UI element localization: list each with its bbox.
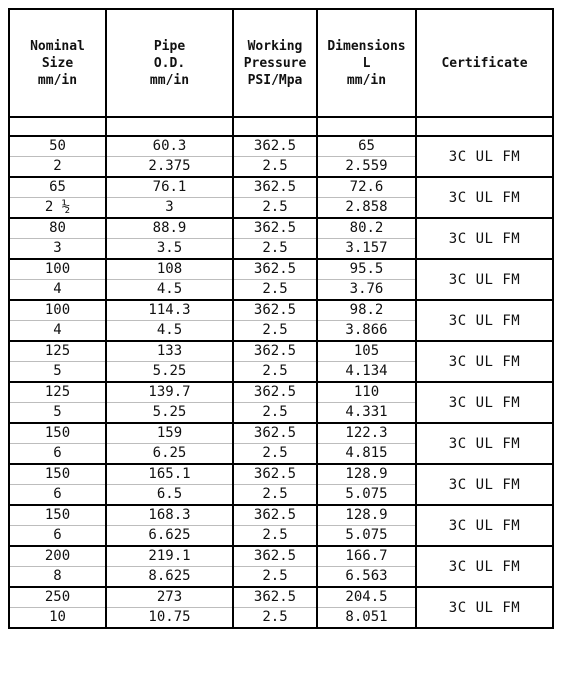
pipe-od-mm: 76.1 — [106, 177, 233, 198]
table-row-metric — [9, 464, 553, 485]
header-nominal-size: Nominal Size mm/in — [9, 9, 106, 117]
working-pressure-psi: 362.5 — [233, 546, 317, 567]
certificate: 3C UL FM — [416, 587, 553, 628]
header-pipe-od: Pipe O.D. mm/in — [106, 9, 233, 117]
certificate: 3C UL FM — [416, 341, 553, 382]
certificate: 3C UL FM — [416, 259, 553, 300]
nominal-size-in: 6 — [9, 485, 106, 506]
dimension-l-mm: 95.5 — [317, 259, 416, 280]
pipe-od-in: 2.375 — [106, 157, 233, 178]
working-pressure-psi: 362.5 — [233, 382, 317, 403]
table-row-metric — [9, 259, 553, 280]
certificate: 3C UL FM — [416, 505, 553, 546]
nominal-size-in: 5 — [9, 362, 106, 383]
working-pressure-psi: 362.5 — [233, 136, 317, 157]
working-pressure-psi: 362.5 — [233, 505, 317, 526]
certificate: 3C UL FM — [416, 218, 553, 259]
table-row-metric — [9, 587, 553, 608]
certificate: 3C UL FM — [416, 464, 553, 505]
nominal-size-mm: 100 — [9, 300, 106, 321]
dimension-l-in: 4.134 — [317, 362, 416, 383]
working-pressure-mpa: 2.5 — [233, 198, 317, 219]
dimension-l-in: 5.075 — [317, 526, 416, 547]
pipe-od-in: 6.25 — [106, 444, 233, 465]
certificate: 3C UL FM — [416, 382, 553, 423]
nominal-size-mm: 150 — [9, 423, 106, 444]
dimension-l-mm: 98.2 — [317, 300, 416, 321]
nominal-size-in: 2 ½ — [9, 198, 106, 219]
nominal-size-mm: 150 — [9, 505, 106, 526]
working-pressure-mpa: 2.5 — [233, 485, 317, 506]
working-pressure-mpa: 2.5 — [233, 444, 317, 465]
spacer-row — [9, 117, 553, 136]
nominal-size-mm: 80 — [9, 218, 106, 239]
working-pressure-psi: 362.5 — [233, 587, 317, 608]
certificate: 3C UL FM — [416, 423, 553, 464]
nominal-size-in: 4 — [9, 280, 106, 301]
working-pressure-mpa: 2.5 — [233, 608, 317, 629]
pipe-od-mm: 168.3 — [106, 505, 233, 526]
working-pressure-mpa: 2.5 — [233, 403, 317, 424]
certificate: 3C UL FM — [416, 177, 553, 218]
nominal-size-in: 2 — [9, 157, 106, 178]
certificate: 3C UL FM — [416, 546, 553, 587]
table-row-metric — [9, 382, 553, 403]
nominal-size-in: 5 — [9, 403, 106, 424]
working-pressure-mpa: 2.5 — [233, 567, 317, 588]
dimension-l-mm: 80.2 — [317, 218, 416, 239]
certificate: 3C UL FM — [416, 300, 553, 341]
dimension-l-in: 8.051 — [317, 608, 416, 629]
table-row-metric — [9, 136, 553, 157]
working-pressure-mpa: 2.5 — [233, 157, 317, 178]
pipe-od-in: 10.75 — [106, 608, 233, 629]
header-working-pressure: Working Pressure PSI/Mpa — [233, 9, 317, 117]
spacer-cell — [106, 117, 233, 136]
nominal-size-mm: 250 — [9, 587, 106, 608]
pipe-od-in: 5.25 — [106, 362, 233, 383]
table-row-metric — [9, 505, 553, 526]
nominal-size-mm: 50 — [9, 136, 106, 157]
nominal-size-mm: 100 — [9, 259, 106, 280]
dimension-l-mm: 166.7 — [317, 546, 416, 567]
nominal-size-mm: 125 — [9, 341, 106, 362]
table-row-metric — [9, 341, 553, 362]
table-row-metric — [9, 218, 553, 239]
spacer-cell — [416, 117, 553, 136]
working-pressure-mpa: 2.5 — [233, 362, 317, 383]
working-pressure-mpa: 2.5 — [233, 321, 317, 342]
working-pressure-mpa: 2.5 — [233, 239, 317, 260]
table-row-metric — [9, 546, 553, 567]
header-dimensions: Dimensions L mm/in — [317, 9, 416, 117]
table-row-metric — [9, 423, 553, 444]
nominal-size-in: 8 — [9, 567, 106, 588]
working-pressure-psi: 362.5 — [233, 259, 317, 280]
table-row-metric — [9, 300, 553, 321]
pipe-od-in: 6.5 — [106, 485, 233, 506]
dimension-l-mm: 110 — [317, 382, 416, 403]
pipe-od-in: 3.5 — [106, 239, 233, 260]
pipe-od-mm: 139.7 — [106, 382, 233, 403]
dimension-l-in: 3.157 — [317, 239, 416, 260]
nominal-size-in: 4 — [9, 321, 106, 342]
working-pressure-psi: 362.5 — [233, 218, 317, 239]
dimension-l-in: 5.075 — [317, 485, 416, 506]
pipe-od-mm: 133 — [106, 341, 233, 362]
working-pressure-psi: 362.5 — [233, 341, 317, 362]
dimension-l-in: 3.866 — [317, 321, 416, 342]
nominal-size-mm: 65 — [9, 177, 106, 198]
pipe-od-mm: 159 — [106, 423, 233, 444]
spec-table — [8, 8, 554, 629]
working-pressure-psi: 362.5 — [233, 300, 317, 321]
pipe-od-mm: 88.9 — [106, 218, 233, 239]
dimension-l-in: 3.76 — [317, 280, 416, 301]
dimension-l-mm: 65 — [317, 136, 416, 157]
spacer-cell — [9, 117, 106, 136]
spacer-cell — [233, 117, 317, 136]
header-row — [9, 9, 553, 117]
table-row-metric — [9, 177, 553, 198]
working-pressure-mpa: 2.5 — [233, 280, 317, 301]
pipe-od-in: 4.5 — [106, 321, 233, 342]
pipe-od-in: 3 — [106, 198, 233, 219]
dimension-l-mm: 72.6 — [317, 177, 416, 198]
nominal-size-mm: 200 — [9, 546, 106, 567]
pipe-od-in: 8.625 — [106, 567, 233, 588]
working-pressure-psi: 362.5 — [233, 464, 317, 485]
pipe-od-mm: 219.1 — [106, 546, 233, 567]
dimension-l-mm: 122.3 — [317, 423, 416, 444]
pipe-od-in: 5.25 — [106, 403, 233, 424]
dimension-l-in: 6.563 — [317, 567, 416, 588]
working-pressure-psi: 362.5 — [233, 177, 317, 198]
dimension-l-in: 4.331 — [317, 403, 416, 424]
dimension-l-mm: 128.9 — [317, 505, 416, 526]
pipe-od-mm: 273 — [106, 587, 233, 608]
nominal-size-in: 10 — [9, 608, 106, 629]
dimension-l-mm: 105 — [317, 341, 416, 362]
nominal-size-mm: 125 — [9, 382, 106, 403]
nominal-size-in: 6 — [9, 526, 106, 547]
working-pressure-psi: 362.5 — [233, 423, 317, 444]
dimension-l-in: 2.858 — [317, 198, 416, 219]
certificate: 3C UL FM — [416, 136, 553, 177]
table-body — [9, 117, 553, 628]
dimension-l-in: 2.559 — [317, 157, 416, 178]
pipe-od-in: 4.5 — [106, 280, 233, 301]
pipe-od-mm: 108 — [106, 259, 233, 280]
header-certificate: Certificate — [416, 9, 553, 117]
nominal-size-in: 3 — [9, 239, 106, 260]
dimension-l-mm: 128.9 — [317, 464, 416, 485]
pipe-od-in: 6.625 — [106, 526, 233, 547]
spacer-cell — [317, 117, 416, 136]
dimension-l-in: 4.815 — [317, 444, 416, 465]
working-pressure-mpa: 2.5 — [233, 526, 317, 547]
dimension-l-mm: 204.5 — [317, 587, 416, 608]
nominal-size-in: 6 — [9, 444, 106, 465]
pipe-od-mm: 165.1 — [106, 464, 233, 485]
pipe-od-mm: 114.3 — [106, 300, 233, 321]
nominal-size-mm: 150 — [9, 464, 106, 485]
pipe-od-mm: 60.3 — [106, 136, 233, 157]
